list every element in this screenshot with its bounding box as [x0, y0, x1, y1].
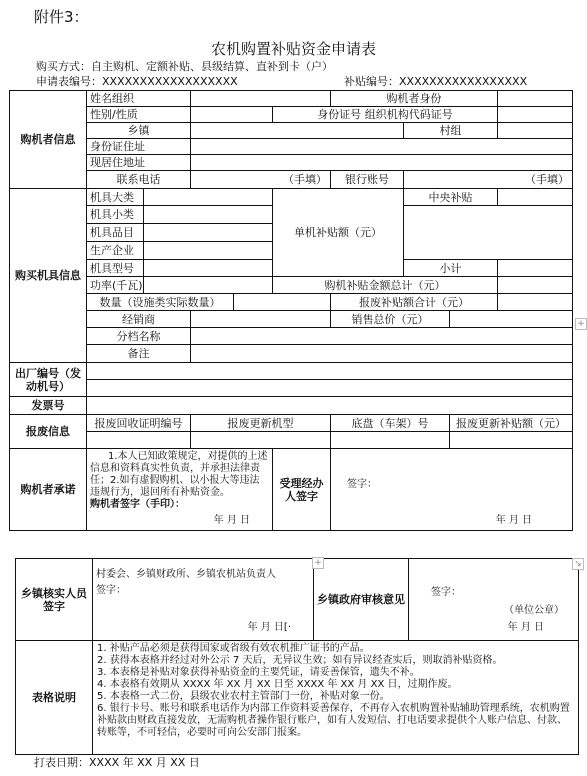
gov-opinion-label: 乡镇政府审核意见: [314, 559, 409, 641]
pledge-section-label: 购机者承诺: [10, 449, 87, 531]
quantity-label: 数量（设施类实际数量）: [87, 294, 234, 311]
application-number: 申请表编号：XXXXXXXXXXXXXXXXXX: [36, 75, 238, 88]
phone-label: 联系电话: [87, 171, 191, 189]
bank-account-label: 银行账号: [331, 171, 404, 189]
scrap-col-chassis: 底盘（车架）号: [331, 415, 450, 432]
category-minor-label: 机具小类: [87, 206, 144, 224]
print-date: 打表日期：XXXX 年 XX 月 XX 日: [34, 756, 200, 769]
unit-subsidy-label: 单机补贴额（元）: [273, 189, 404, 277]
factory-no-field-1[interactable]: [87, 363, 573, 380]
verify-sign: 签字：: [96, 585, 126, 596]
id-org-code-label: 身份证号 组织机构代码证号: [273, 107, 498, 123]
table-resize-handle[interactable]: ↘: [572, 558, 584, 570]
tier-name-label: 分档名称: [87, 328, 191, 345]
attachment-label: 附件3：: [34, 8, 89, 26]
dealer-label: 经销商: [87, 311, 191, 328]
power-field[interactable]: [144, 277, 273, 294]
pledge-cell: [87, 449, 273, 531]
subsidy-total-field[interactable]: [498, 277, 573, 294]
subsidy-total-label: 购机补贴金额总计（元）: [273, 277, 498, 294]
id-address-field[interactable]: [191, 139, 573, 155]
identity-label: 购机者身份: [331, 91, 498, 107]
application-form-main: [9, 90, 573, 531]
id-org-code-field[interactable]: [498, 107, 573, 123]
name-org-field[interactable]: [191, 91, 331, 107]
subsidy-number: 补贴编号：XXXXXXXXXXXXXXXXX: [344, 75, 528, 88]
scrap-chassis-field[interactable]: [331, 432, 450, 449]
pledge-signature: 购机者签字（手印）：: [90, 499, 185, 510]
sales-total-label: 销售总价（元）: [331, 311, 450, 328]
add-row-handle[interactable]: +: [312, 557, 324, 569]
scrap-certificate-field[interactable]: [87, 432, 191, 449]
scrap-subsidy-field[interactable]: [450, 432, 573, 449]
scrap-col-certificate: 报废回收证明编号: [87, 415, 191, 432]
buyer-section-label: 购机者信息: [10, 91, 87, 189]
factory-no-label: 出厂编号（发动机号）: [10, 363, 87, 397]
purchase-method: 购买方式：自主购机、定额补贴、县级结算、直补到卡（户）: [36, 60, 333, 73]
model-label: 机具型号: [87, 260, 144, 277]
township-field[interactable]: [191, 123, 404, 139]
current-address-label: 现居住地址: [87, 155, 191, 171]
note-item: 5. 本表格一式二份，县级农业农村主管部门一份，补贴对象一份。: [97, 691, 390, 702]
scrap-col-subsidy: 报废更新补贴额（元）: [450, 415, 573, 432]
handler-sign: 签字：: [347, 479, 378, 490]
verify-cell[interactable]: [93, 559, 314, 641]
village-field[interactable]: [498, 123, 573, 139]
note-item: 4. 本表格有效期从 XXXX 年 XX 月 XX 日至 XXXX 年 XX 月 XX 日，过期作废。: [97, 679, 458, 690]
scrap-section-label: 报废信息: [10, 415, 87, 449]
notes-cell: [93, 641, 579, 755]
verification-table: [15, 558, 579, 755]
gov-date: 年 月 日: [507, 622, 544, 633]
item-label: 机具品目: [87, 224, 144, 242]
central-subsidy-field[interactable]: [498, 189, 573, 206]
tier-name-field[interactable]: [191, 328, 573, 345]
verify-date: 年 月 日[·: [247, 622, 291, 633]
scrap-model-field[interactable]: [191, 432, 331, 449]
gov-seal: （单位公章）: [504, 605, 564, 616]
category-major-label: 机具大类: [87, 189, 144, 206]
gov-opinion-cell[interactable]: [409, 559, 579, 641]
gender-nature-label: 性别/性质: [87, 107, 191, 123]
manufacturer-label: 生产企业: [87, 242, 144, 260]
notes-section-label: 表格说明: [16, 641, 93, 755]
gender-nature-field[interactable]: [191, 107, 273, 123]
handler-label: 受理经办人签字: [273, 449, 331, 531]
scrap-total-field[interactable]: [498, 294, 573, 311]
handler-cell[interactable]: [331, 449, 573, 531]
factory-no-field-2[interactable]: [87, 380, 573, 397]
village-label: 村组: [404, 123, 498, 139]
machine-section-label: 购买机具信息: [10, 189, 87, 363]
note-item: 6. 银行卡号、账号和联系电话作为内部工作资料妥善保存，不再存入农机购置补贴辅助管理系统，农机购置补贴款由财政直接发放，无需购机者操作银行账户，如有人发短信、打电话要求提供个人账户信息、付款、转账等，不可轻信，必要时可向公安部门报案。: [97, 703, 570, 738]
verify-officers: 村委会、乡镇财政所、乡镇农机站负责人: [96, 569, 276, 580]
gov-sign: 签字：: [431, 587, 461, 598]
name-org-label: 姓名组织: [87, 91, 191, 107]
remark-label: 备注: [87, 345, 191, 363]
category-minor-field[interactable]: [144, 206, 273, 224]
central-subsidy-label: 中央补贴: [404, 189, 498, 206]
subsidy-detail-area[interactable]: [404, 206, 573, 260]
scrap-total-label: 报废补贴额合计（元）: [331, 294, 498, 311]
township-label: 乡镇: [87, 123, 191, 139]
phone-field[interactable]: （手填）: [191, 171, 331, 189]
note-item: 3. 本表格是补贴对象获得补贴资金的主要凭证，请妥善保管，遗失不补。: [97, 667, 420, 678]
invoice-no-field[interactable]: [87, 397, 573, 415]
pledge-text: 1.本人已知政策规定，对提供的上述信息和资料真实性负责，并承担法律责任；2.如有虚假购机、以小报大等违法违规行为，退回所有补贴资金。: [90, 451, 268, 498]
scrap-col-model: 报废更新机型: [191, 415, 331, 432]
current-address-field[interactable]: [191, 155, 573, 171]
invoice-no-label: 发票号: [10, 397, 87, 415]
verify-section-label: 乡镇核实人员签字: [16, 559, 93, 641]
identity-field[interactable]: [498, 91, 573, 107]
bank-account-field[interactable]: （手填）: [404, 171, 573, 189]
subtotal-label: 小计: [404, 260, 498, 277]
quantity-field[interactable]: [234, 294, 331, 311]
page-title: 农机购置补贴资金申请表: [210, 40, 376, 58]
subtotal-field[interactable]: [498, 260, 573, 277]
dealer-field[interactable]: [191, 311, 331, 328]
model-field[interactable]: [144, 260, 273, 277]
sales-total-field[interactable]: [450, 311, 573, 328]
pledge-date: 年 月 日: [213, 515, 250, 526]
item-field[interactable]: [144, 224, 273, 242]
manufacturer-field[interactable]: [144, 242, 273, 260]
remark-field[interactable]: [191, 345, 573, 363]
handler-date: 年 月 日: [495, 515, 533, 526]
power-label: 功率(千瓦): [87, 277, 144, 294]
id-address-label: 身份证住址: [87, 139, 191, 155]
note-item: 1. 补贴产品必须是获得国家或省级有效农机推广证书的产品。: [97, 643, 370, 654]
note-item: 2. 获得本表格并经过对外公示 7 天后，无异议生效；如有异议经查实后，则取消补贴资格。: [97, 655, 503, 666]
add-column-handle[interactable]: +: [575, 318, 587, 330]
category-major-field[interactable]: [144, 189, 273, 206]
